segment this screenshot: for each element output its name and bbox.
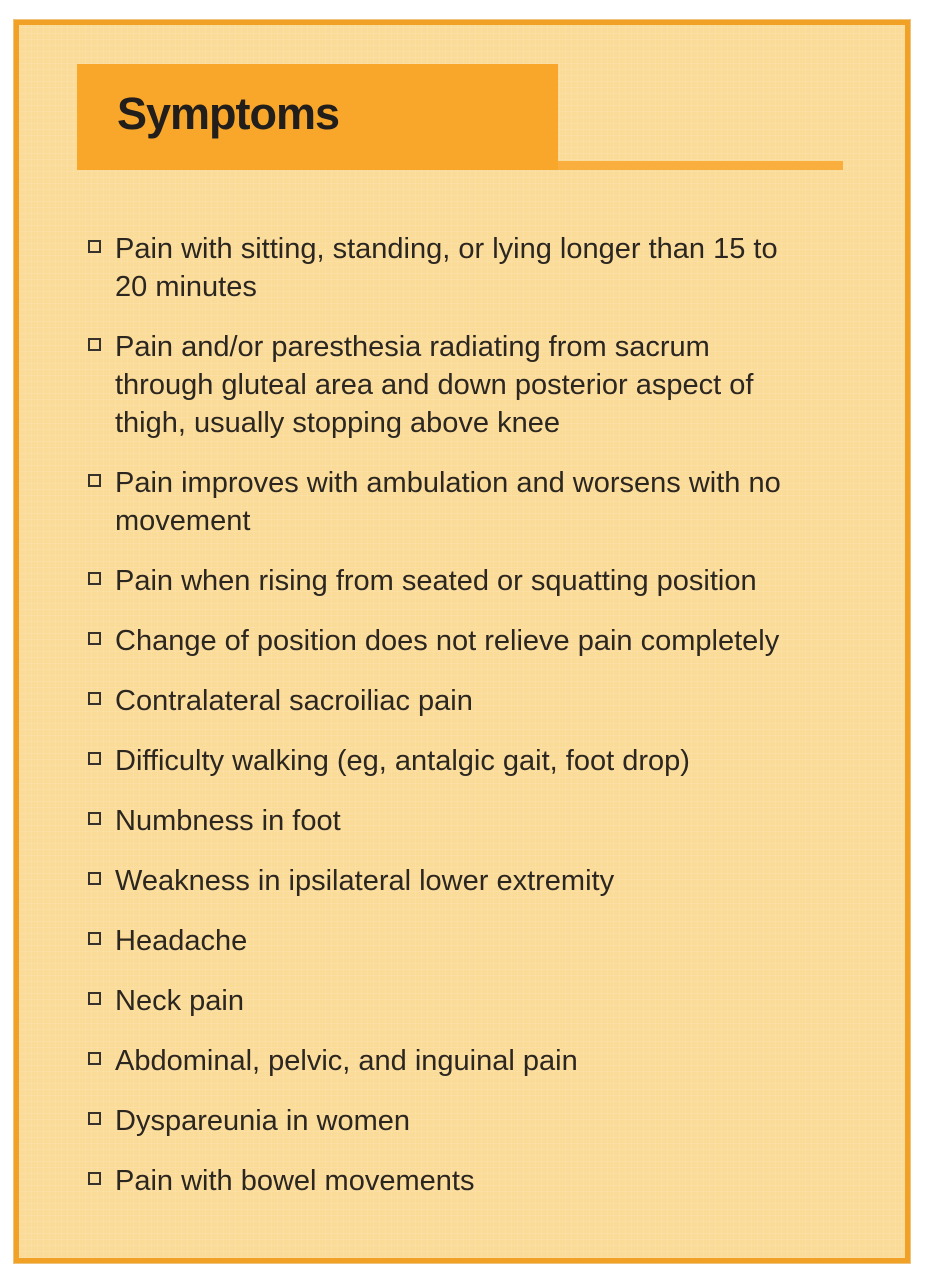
list-item [88, 1102, 905, 1140]
list-item-text [115, 1162, 474, 1200]
list-item-text [115, 464, 781, 540]
list-item [88, 328, 905, 442]
text-line: Pain with bowel movements [115, 1165, 475, 1197]
checkbox-bullet-icon [88, 812, 101, 825]
checkbox-bullet-icon [88, 692, 101, 705]
list-item-text [115, 742, 690, 780]
list-item [88, 982, 905, 1020]
list-item [88, 802, 905, 840]
checkbox-bullet-icon [88, 240, 101, 253]
list-item [88, 1042, 905, 1080]
list-item-text [115, 328, 753, 442]
text-line: thigh, usually stopping above knee [115, 407, 560, 439]
checkbox-bullet-icon [88, 872, 101, 885]
checkbox-bullet-icon [88, 1112, 101, 1125]
checkbox-bullet-icon [88, 572, 101, 585]
text-line: Contralateral sacroiliac pain [115, 685, 473, 717]
list-item-text [115, 1102, 410, 1140]
text-line: movement [115, 505, 251, 537]
panel-header [77, 64, 843, 170]
list-item-text [115, 230, 778, 306]
text-line: Weakness in ipsilateral lower extremity [115, 865, 615, 897]
checkbox-bullet-icon [88, 752, 101, 765]
text-line: Pain improves with ambulation and worsens with no [115, 467, 781, 499]
checkbox-bullet-icon [88, 1172, 101, 1185]
list-item-text [115, 562, 757, 600]
text-line: Pain with sitting, standing, or lying longer than 15 to [115, 233, 778, 265]
list-item-text [115, 862, 614, 900]
text-line: Headache [115, 925, 248, 957]
list-item [88, 862, 905, 900]
text-line: Pain when rising from seated or squatting position [115, 565, 757, 597]
text-line: Numbness in foot [115, 805, 341, 837]
checkbox-bullet-icon [88, 932, 101, 945]
list-item-text [115, 982, 244, 1020]
symptoms-panel [14, 20, 910, 1263]
checkbox-bullet-icon [88, 992, 101, 1005]
list-item [88, 1162, 905, 1200]
checkbox-bullet-icon [88, 338, 101, 351]
list-item-text [115, 622, 779, 660]
list-item-text [115, 682, 473, 720]
list-item-text [115, 922, 247, 960]
checkbox-bullet-icon [88, 1052, 101, 1065]
text-line: Abdominal, pelvic, and inguinal pain [115, 1045, 578, 1077]
checkbox-bullet-icon [88, 474, 101, 487]
list-item-text [115, 1042, 578, 1080]
title-band [77, 64, 558, 170]
text-line: through gluteal area and down posterior aspect of [115, 369, 754, 401]
text-line: Difficulty walking (eg, antalgic gait, foot drop) [115, 745, 690, 777]
list-item [88, 230, 905, 306]
list-item [88, 682, 905, 720]
text-line: Dyspareunia in women [115, 1105, 410, 1137]
title-underline [558, 161, 843, 170]
list-item [88, 464, 905, 540]
text-line: 20 minutes [115, 271, 257, 303]
list-item [88, 922, 905, 960]
checkbox-bullet-icon [88, 632, 101, 645]
list-item [88, 742, 905, 780]
list-item [88, 622, 905, 660]
list-item [88, 562, 905, 600]
list-item-text [115, 802, 341, 840]
panel-title: Symptoms [117, 88, 340, 139]
text-line: Change of position does not relieve pain completely [115, 625, 780, 657]
text-line: Pain and/or paresthesia radiating from sacrum [115, 331, 710, 363]
text-line: Neck pain [115, 985, 244, 1017]
symptom-list [19, 230, 905, 1200]
